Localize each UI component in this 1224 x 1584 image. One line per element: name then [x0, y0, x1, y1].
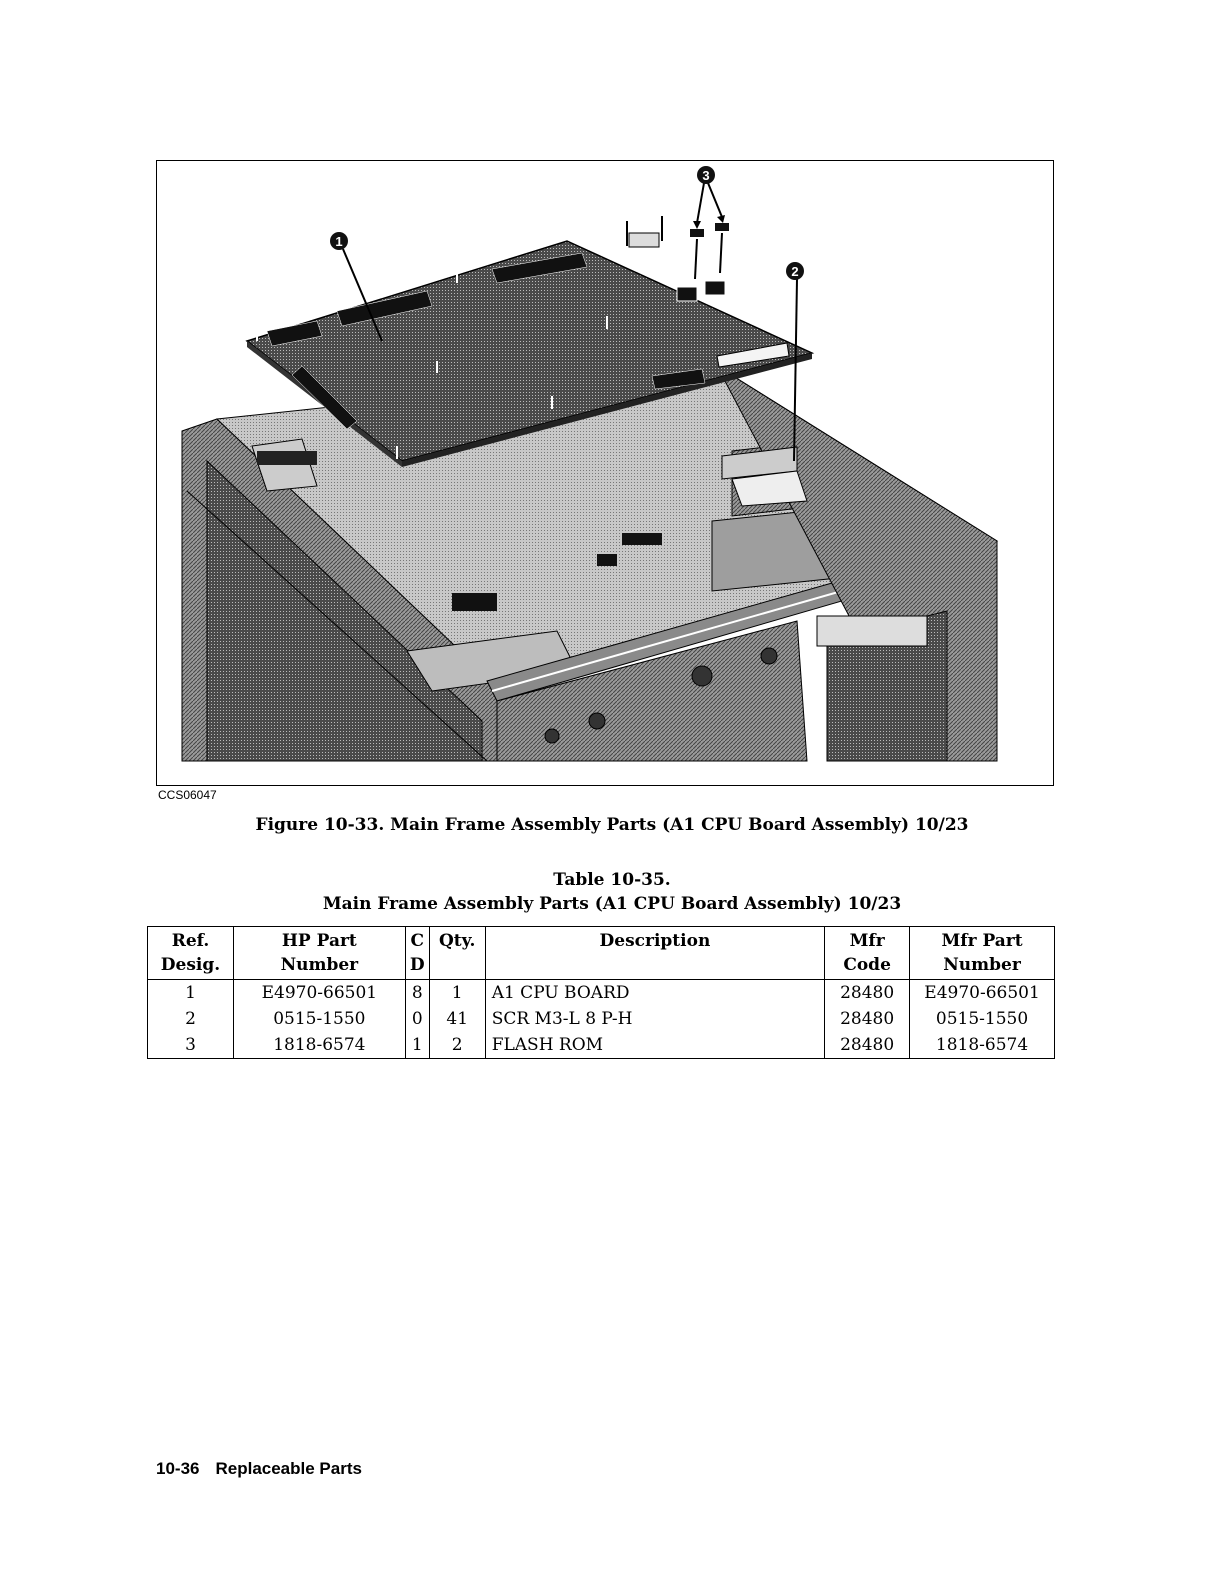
- cpu-board-illustration: [157, 161, 1053, 785]
- cell-qty: 41: [429, 1006, 485, 1032]
- callout-2-label: 2: [791, 264, 799, 279]
- figure-id: CCS06047: [158, 788, 217, 802]
- cell-qty: 1: [429, 980, 485, 1007]
- cell-hp-part: 0515-1550: [233, 1006, 405, 1032]
- section-name: Replaceable Parts: [215, 1459, 362, 1478]
- page-footer: [156, 1459, 362, 1479]
- cell-ref: 2: [148, 1006, 234, 1032]
- flash-rom-chips: [690, 223, 729, 279]
- cell-hp-part: E4970-66501: [233, 980, 405, 1007]
- callout-3-label: 3: [702, 168, 710, 183]
- header-qty: Qty.: [429, 927, 485, 980]
- parts-table: [147, 926, 1055, 1059]
- header-mfr-part-number: Mfr Part Number: [910, 927, 1055, 980]
- cell-cd: 8: [405, 980, 429, 1007]
- cell-ref: 3: [148, 1032, 234, 1059]
- callout-1: [330, 232, 348, 250]
- cell-description: FLASH ROM: [485, 1032, 824, 1059]
- cell-mfr-part: 1818-6574: [910, 1032, 1055, 1059]
- cell-description: SCR M3-L 8 P-H: [485, 1006, 824, 1032]
- page-number: 10-36: [156, 1459, 200, 1478]
- cell-mfr-code: 28480: [825, 980, 910, 1007]
- cell-mfr-code: 28480: [825, 1032, 910, 1059]
- cell-ref: 1: [148, 980, 234, 1007]
- table-row: [148, 980, 1055, 1007]
- header-description: Description: [485, 927, 824, 980]
- callout-1-label: 1: [335, 234, 343, 249]
- figure-caption: Figure 10-33. Main Frame Assembly Parts (A1 CPU Board Assembly) 10/23: [255, 815, 969, 835]
- cell-hp-part: 1818-6574: [233, 1032, 405, 1059]
- cell-mfr-part: 0515-1550: [910, 1006, 1055, 1032]
- callout-2: [786, 262, 804, 280]
- cell-mfr-part: E4970-66501: [910, 980, 1055, 1007]
- cell-description: A1 CPU BOARD: [485, 980, 824, 1007]
- header-ref-desig: Ref. Desig.: [148, 927, 234, 980]
- table-row: [148, 1032, 1055, 1059]
- cell-qty: 2: [429, 1032, 485, 1059]
- table-title-text: Main Frame Assembly Parts (A1 CPU Board Assembly) 10/23: [322, 894, 902, 914]
- table-title-number: Table 10-35.: [553, 870, 671, 890]
- cell-cd: 1: [405, 1032, 429, 1059]
- header-mfr-code: Mfr Code: [825, 927, 910, 980]
- table-row: [148, 1006, 1055, 1032]
- header-cd: C D: [405, 927, 429, 980]
- callout-3: [697, 166, 715, 184]
- table-title: [0, 868, 1224, 916]
- cell-mfr-code: 28480: [825, 1006, 910, 1032]
- table-header-row: [148, 927, 1055, 980]
- header-hp-part-number: HP Part Number: [233, 927, 405, 980]
- assembly-figure: [156, 160, 1054, 786]
- cell-cd: 0: [405, 1006, 429, 1032]
